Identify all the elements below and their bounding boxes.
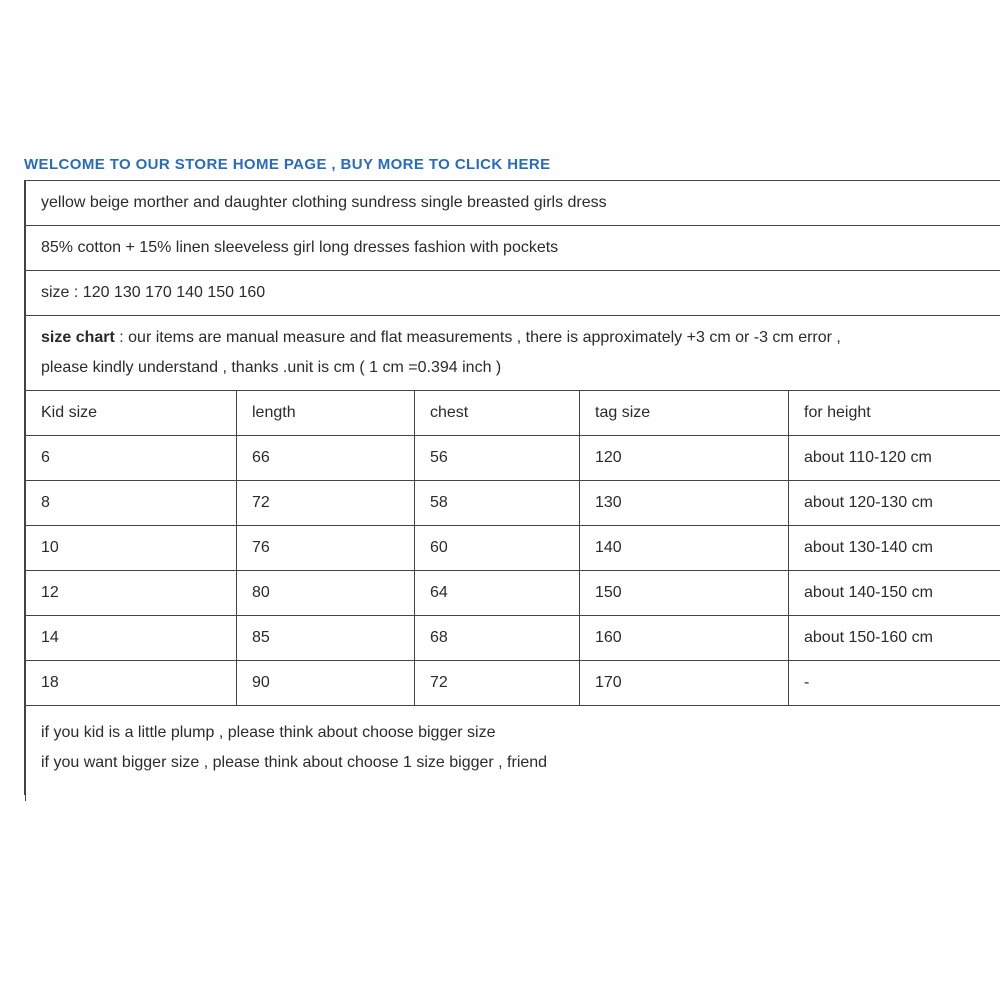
- table-row: [26, 661, 1000, 706]
- cell-chest: 64: [415, 571, 580, 616]
- available-sizes: size : 120 130 170 140 150 160: [26, 271, 1000, 316]
- sizing-advice-line2: if you want bigger size , please think about choose 1 size bigger , friend: [41, 754, 548, 771]
- size-chart-note-text: : our items are manual measure and flat measurements , there is approximately +3 cm or -3 cm error ,: [114, 329, 841, 346]
- cell-chest: 68: [415, 616, 580, 661]
- cell-for-height: about 110-120 cm: [789, 436, 1000, 481]
- cell-length: 80: [237, 571, 415, 616]
- size-chart-note-line1: [41, 323, 1000, 353]
- size-chart-note-line2: please kindly understand , thanks .unit is cm ( 1 cm =0.394 inch ): [41, 359, 502, 376]
- cell-kid-size: 18: [26, 661, 237, 706]
- column-header-chest: chest: [415, 391, 580, 436]
- available-sizes-row: [26, 271, 1000, 316]
- cell-length: 72: [237, 481, 415, 526]
- cell-tag-size: 140: [580, 526, 789, 571]
- sizing-advice: [26, 706, 1000, 802]
- column-header-for-height: for height: [789, 391, 1000, 436]
- cell-for-height: about 140-150 cm: [789, 571, 1000, 616]
- table-header-row: [26, 391, 1000, 436]
- cell-length: 76: [237, 526, 415, 571]
- product-description-sheet: [24, 180, 1000, 795]
- cell-tag-size: 130: [580, 481, 789, 526]
- cell-tag-size: 170: [580, 661, 789, 706]
- cell-for-height: about 120-130 cm: [789, 481, 1000, 526]
- cell-chest: 60: [415, 526, 580, 571]
- store-banner-text[interactable]: WELCOME TO OUR STORE HOME PAGE , BUY MORE TO CLICK HERE: [24, 156, 551, 172]
- cell-tag-size: 120: [580, 436, 789, 481]
- cell-kid-size: 10: [26, 526, 237, 571]
- cell-tag-size: 150: [580, 571, 789, 616]
- cell-kid-size: 6: [26, 436, 237, 481]
- product-title-row: [26, 181, 1000, 226]
- column-header-kid-size: Kid size: [26, 391, 237, 436]
- cell-for-height: about 130-140 cm: [789, 526, 1000, 571]
- cell-kid-size: 12: [26, 571, 237, 616]
- cell-kid-size: 8: [26, 481, 237, 526]
- size-chart-label: size chart: [41, 329, 115, 346]
- column-header-length: length: [237, 391, 415, 436]
- cell-for-height: -: [789, 661, 1000, 706]
- sizing-advice-line1: if you kid is a little plump , please think about choose bigger size: [41, 724, 496, 741]
- size-chart-note-row: [26, 316, 1000, 391]
- table-row: [26, 526, 1000, 571]
- table-row: [26, 571, 1000, 616]
- size-chart-note: [26, 316, 1000, 391]
- cell-chest: 72: [415, 661, 580, 706]
- column-header-tag-size: tag size: [580, 391, 789, 436]
- cell-length: 66: [237, 436, 415, 481]
- cell-chest: 58: [415, 481, 580, 526]
- size-chart-table: [25, 180, 1000, 801]
- sizing-advice-row: [26, 706, 1000, 802]
- product-material: 85% cotton + 15% linen sleeveless girl long dresses fashion with pockets: [26, 226, 1000, 271]
- cell-kid-size: 14: [26, 616, 237, 661]
- store-banner[interactable]: [24, 150, 624, 172]
- cell-length: 85: [237, 616, 415, 661]
- product-title: yellow beige morther and daughter clothing sundress single breasted girls dress: [26, 181, 1000, 226]
- cell-for-height: about 150-160 cm: [789, 616, 1000, 661]
- cell-chest: 56: [415, 436, 580, 481]
- material-row: [26, 226, 1000, 271]
- table-row: [26, 436, 1000, 481]
- table-row: [26, 616, 1000, 661]
- cell-length: 90: [237, 661, 415, 706]
- cell-tag-size: 160: [580, 616, 789, 661]
- table-row: [26, 481, 1000, 526]
